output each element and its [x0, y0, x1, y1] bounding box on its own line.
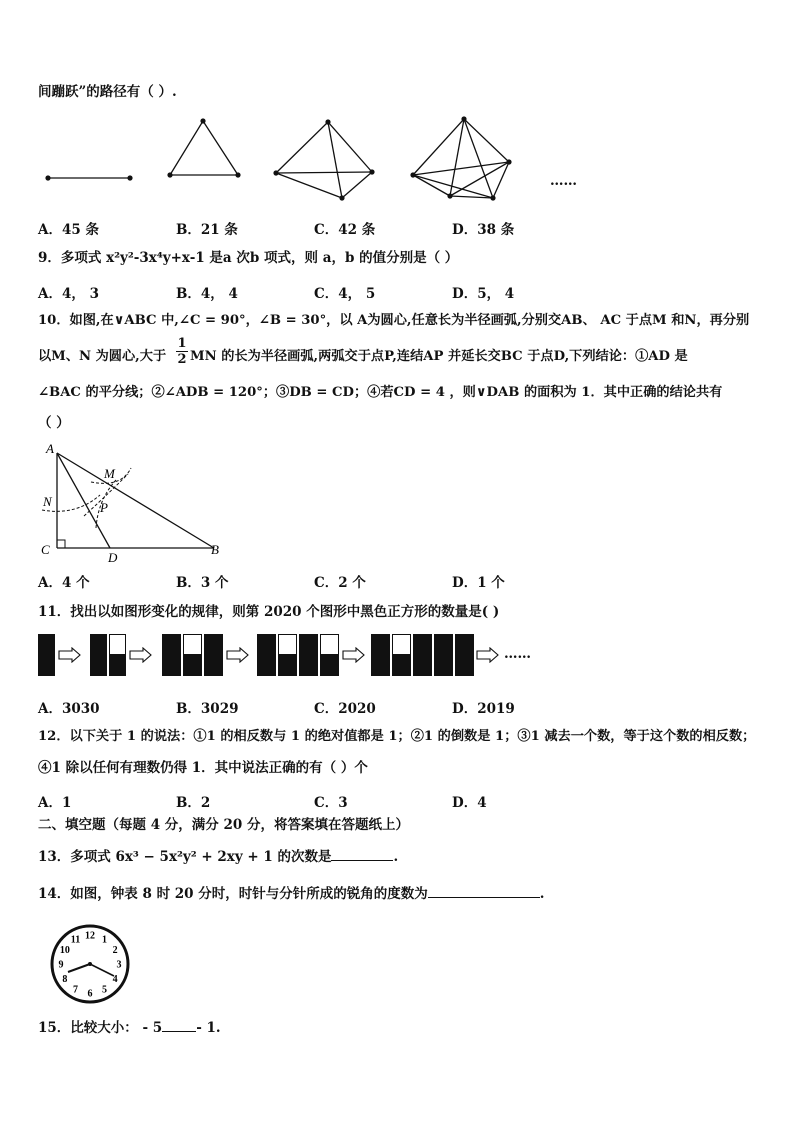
q10-line2-start: 以M、N 为圆心,大于: [38, 349, 167, 364]
q10-option-a: A．4 个: [38, 575, 90, 591]
q8-option-a: A．45 条: [38, 222, 99, 238]
q14-question: [38, 884, 544, 903]
clock-figure: [46, 922, 134, 1004]
q8-option-c: C．42 条: [314, 222, 376, 238]
clock-numeral: 2: [112, 945, 118, 956]
q12-option-b: B．2: [176, 795, 211, 811]
q9-question: 9．多项式 x²y²-3x⁴y+x-1 是a 次b 项式，则 a，b 的值分别是（ ）: [38, 250, 459, 266]
q13-question: [38, 847, 398, 866]
clock-numeral: 8: [62, 974, 68, 985]
clock-numeral: 3: [116, 959, 122, 971]
q8-option-b: B．21 条: [176, 222, 238, 238]
q10-fraction: [176, 336, 188, 367]
q10-line2-end: MN 的长为半径画弧,两弧交于点P,连结AP 并延长交BC 于点D,下列结论：①AD 是: [190, 349, 688, 364]
q13-text: 13．多项式 6x³ − 5x²y² + 2xy + 1 的次数是: [38, 849, 332, 865]
q15-tail: - 1.: [196, 1020, 221, 1036]
q10-triangle-figure: [36, 440, 236, 568]
clock-numeral: 5: [102, 984, 107, 996]
label-b: B: [211, 542, 219, 557]
q15-text: 15．比较大小： - 5: [38, 1020, 163, 1036]
q14-text: 14．如图，钟表 8 时 20 分时，时针与分针所成的锐角的度数为: [38, 886, 428, 902]
q12-option-a: A．1: [38, 795, 72, 811]
fraction-denominator: 2: [177, 352, 187, 367]
arrow-icon: [226, 647, 250, 663]
q11-question: 11．找出以如图形变化的规律，则第 2020 个图形中黑色正方形的数量是( ): [38, 604, 500, 620]
section-heading-fill-in: 二、填空题（每题 4 分，满分 20 分，将答案填在答题纸上）: [38, 817, 409, 833]
label-n: N: [43, 494, 52, 509]
clock-numeral: 7: [73, 984, 78, 996]
arrow-icon: [129, 647, 153, 663]
q14-period: .: [539, 886, 545, 902]
clock-numeral: 6: [87, 988, 93, 1000]
q13-period: .: [393, 849, 399, 865]
q10-option-c: C．2 个: [314, 575, 366, 591]
q11-option-d: D．2019: [452, 701, 515, 717]
arrow-icon: [476, 647, 500, 663]
q15-question: [38, 1018, 221, 1037]
q11-option-b: B．3029: [176, 701, 239, 717]
clock-numeral: 4: [112, 974, 118, 985]
q9-option-a: A．4， 3: [38, 286, 99, 302]
arrow-icon: [342, 647, 366, 663]
q8-graph-figures: [40, 112, 600, 204]
q12-option-c: C．3: [314, 795, 348, 811]
q9-option-b: B．4， 4: [176, 286, 238, 302]
clock-numeral: 11: [70, 934, 81, 946]
q8-ellipsis: ……: [550, 173, 577, 189]
label-c: C: [41, 542, 50, 557]
q11-ellipsis: ……: [504, 646, 531, 662]
q10-line4: （ ）: [38, 415, 70, 431]
clock-numeral: 10: [59, 945, 70, 956]
clock-numeral: 1: [102, 934, 107, 946]
q14-answer-blank[interactable]: [428, 884, 540, 898]
label-m: M: [104, 466, 115, 481]
q12-line1: 12．以下关于 1 的说法：①1 的相反数与 1 的绝对值都是 1；②1 的倒数是 1；③1 减去一个数，等于这个数的相反数；: [38, 729, 756, 744]
q11-option-c: C．2020: [314, 701, 376, 717]
q11-pattern-figures: [38, 634, 508, 676]
q10-line3: ∠BAC 的平分线；②∠ADB = 120°；③DB = CD；④若CD = 4 ，则∨DAB 的面积为 1．其中正确的结论共有: [38, 385, 723, 400]
q8-option-d: D．38 条: [452, 222, 515, 238]
clock-numeral: 9: [58, 959, 64, 971]
q10-option-b: B．3 个: [176, 575, 229, 591]
label-p: P: [100, 500, 108, 515]
label-a: A: [46, 441, 54, 456]
q12-option-d: D．4: [452, 795, 487, 811]
q10-option-d: D．1 个: [452, 575, 505, 591]
q10-line1: 10．如图,在∨ABC 中,∠C = 90°，∠B = 30°，以 A为圆心,任意长为半径画弧,分别交AB、 AC 于点M 和N，再分别: [38, 313, 750, 328]
q12-line2: ④1 除以任何有理数仍得 1．其中说法正确的有（ ）个: [38, 760, 368, 776]
fraction-numerator: 1: [177, 336, 187, 351]
label-d: D: [108, 550, 118, 565]
q9-option-c: C．4， 5: [314, 286, 376, 302]
q13-answer-blank[interactable]: [331, 847, 393, 861]
q8-tail-text: 间蹦跃”的路径有（ ）.: [38, 84, 177, 100]
q15-answer-blank[interactable]: [162, 1018, 196, 1032]
q9-option-d: D．5， 4: [452, 286, 515, 302]
q11-option-a: A．3030: [38, 701, 100, 717]
clock-numeral: 12: [85, 930, 95, 942]
arrow-icon: [58, 647, 82, 663]
